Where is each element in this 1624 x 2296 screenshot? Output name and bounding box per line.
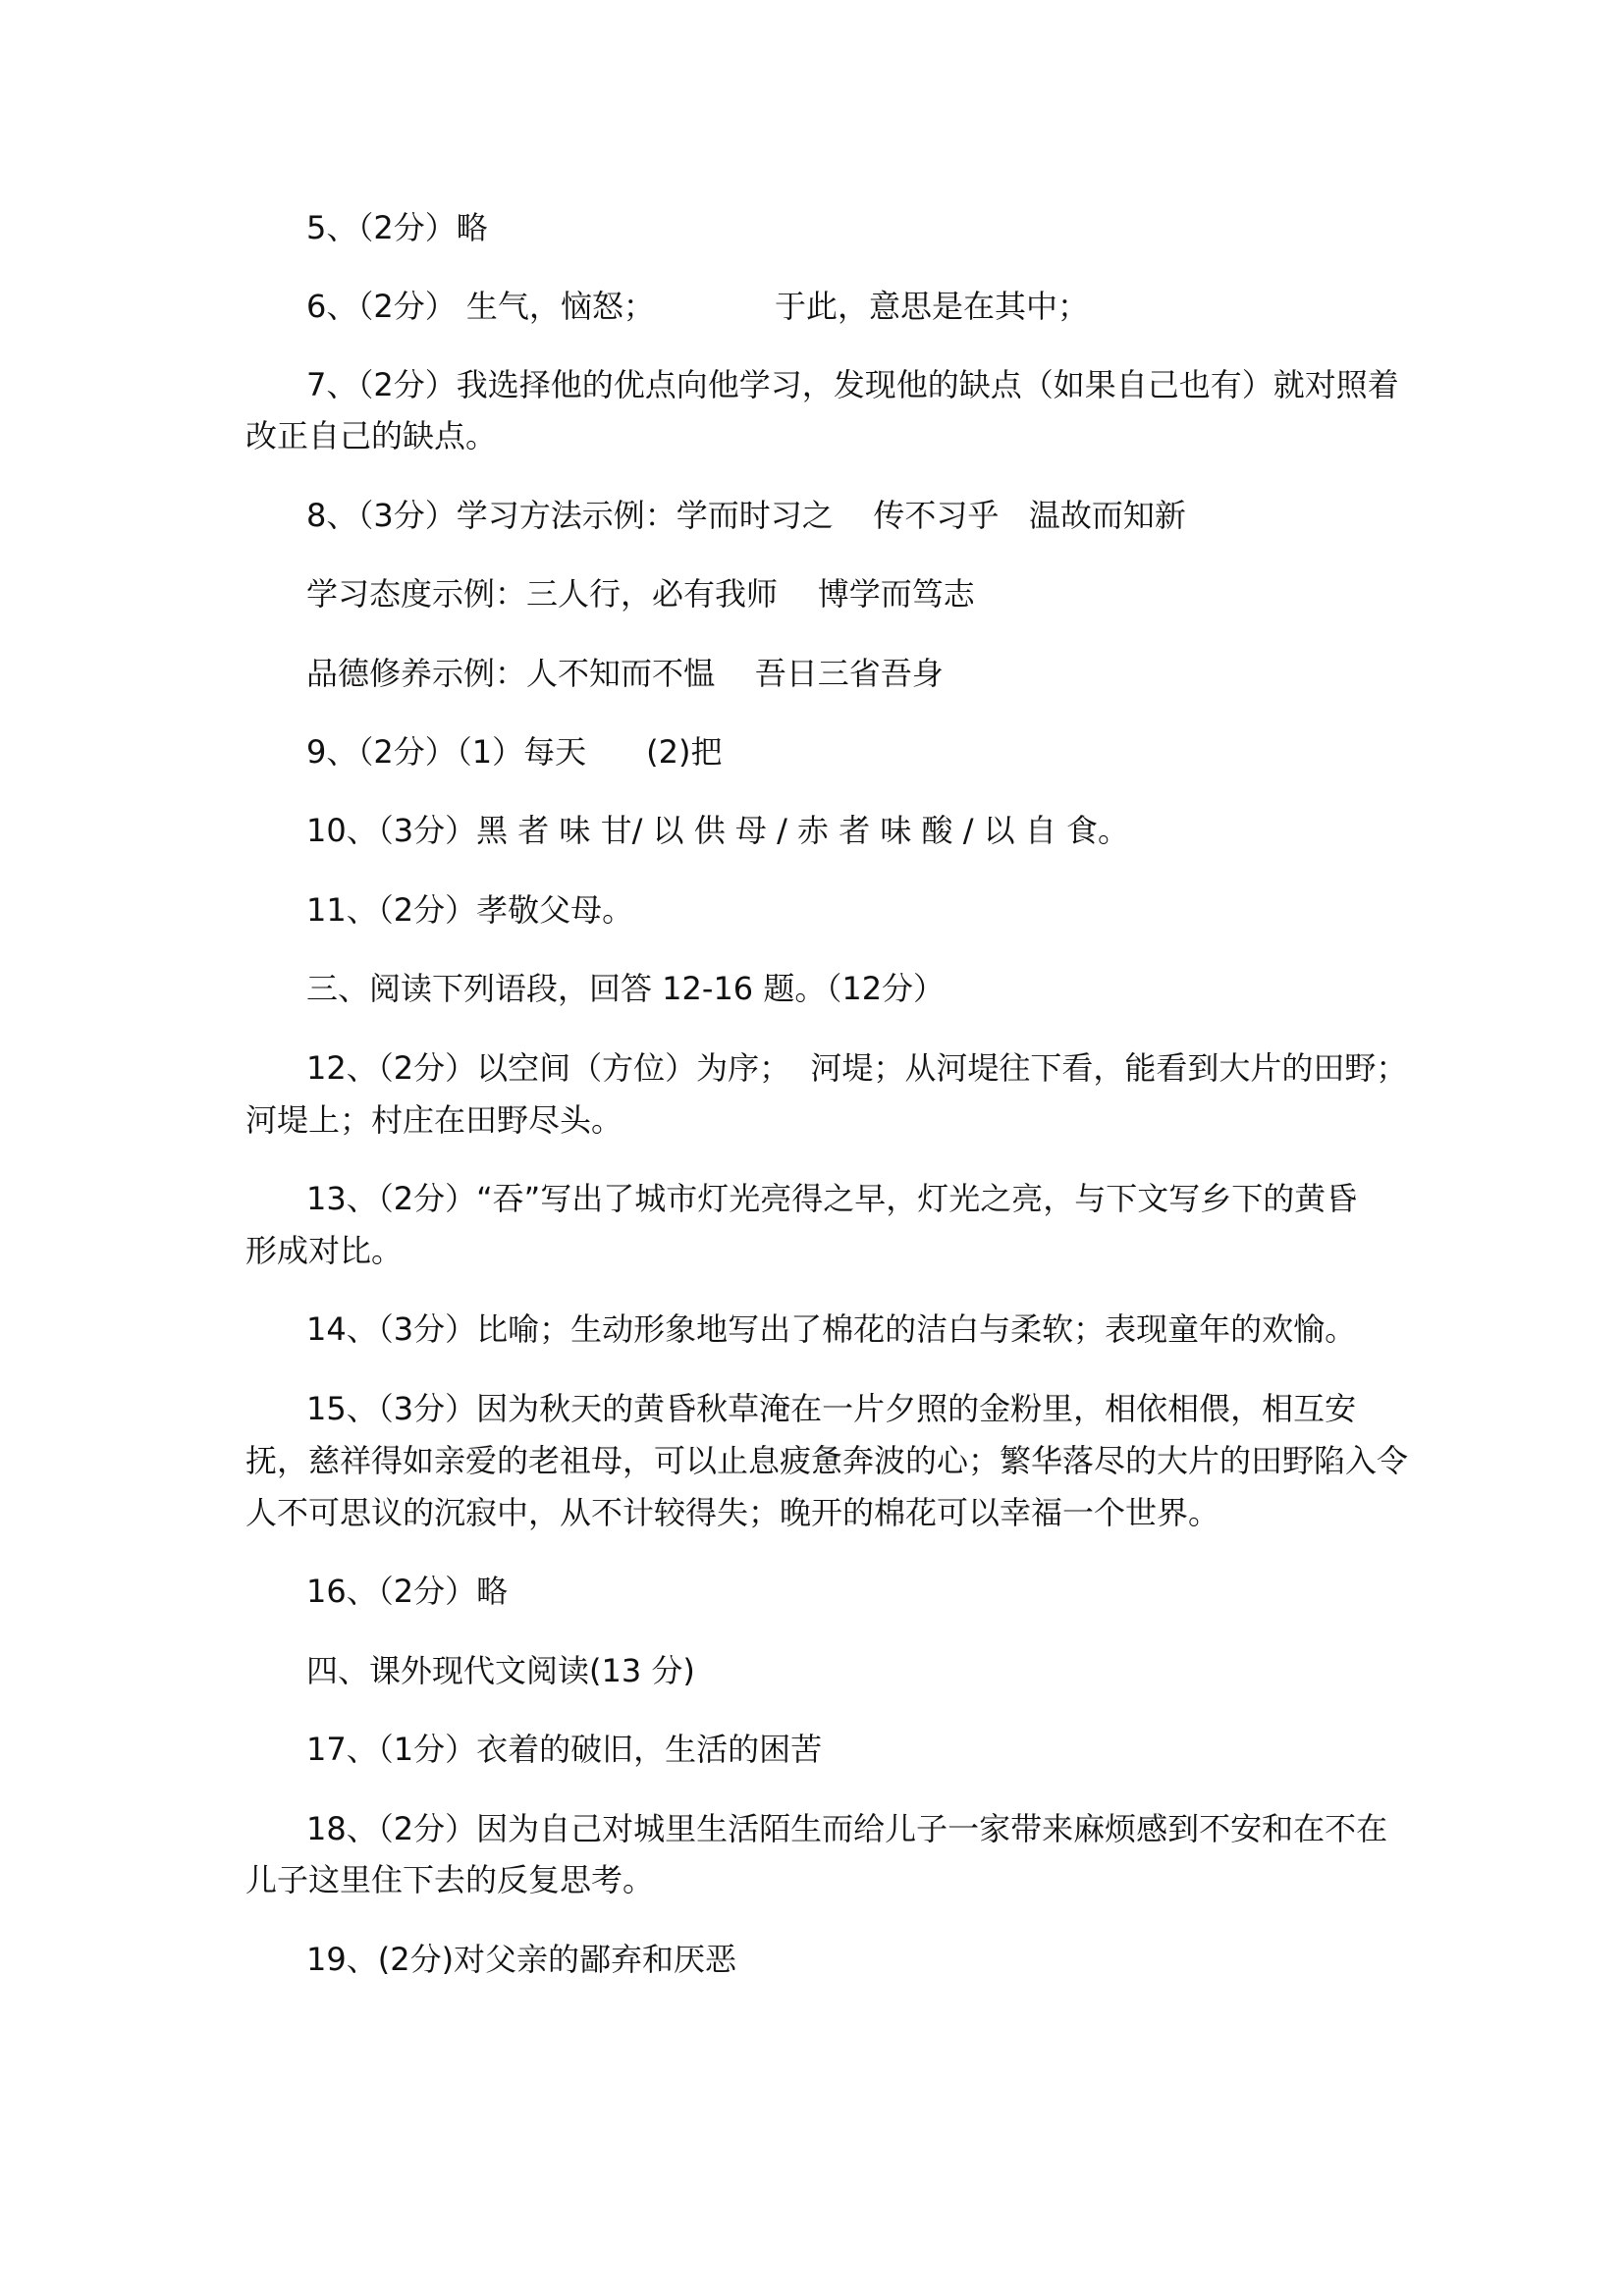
answer-7-line-2: 改正自己的缺点。: [245, 417, 498, 454]
answer-15-line-1: 15、（3分）因为秋天的黄昏秋草淹在一片夕照的金粉里，相依相偎，相互安: [306, 1390, 1357, 1427]
answer-6: 6、（2分） 生气，恼怒； 于此，意思是在其中；: [306, 288, 1089, 325]
section-4-heading: 四、课外现代文阅读(13 分): [306, 1652, 695, 1689]
answer-15-line-3: 人不可思议的沉寂中，从不计较得失；晚开的棉花可以幸福一个世界。: [245, 1494, 1220, 1531]
answer-14: 14、（3分）比喻；生动形象地写出了棉花的洁白与柔软；表现童年的欢愉。: [306, 1310, 1357, 1348]
answer-10: 10、（3分）黑 者 味 甘/ 以 供 母 / 赤 者 味 酸 / 以 自 食。: [306, 812, 1130, 849]
answer-13-line-2: 形成对比。: [245, 1232, 404, 1269]
answer-9: 9、（2分）（1）每天 (2)把: [306, 733, 723, 771]
answer-18-line-1: 18、（2分）因为自己对城里生活陌生而给儿子一家带来麻烦感到不安和在不在: [306, 1810, 1388, 1847]
answer-8-line-3: 品德修养示例：人不知而不愠 吾日三省吾身: [306, 655, 944, 692]
answer-8-line-2: 学习态度示例：三人行，必有我师 博学而笃志: [306, 575, 975, 613]
answer-13-line-1: 13、（2分）“吞”写出了城市灯光亮得之早，灯光之亮，与下文写乡下的黄昏: [306, 1180, 1358, 1217]
answer-17: 17、（1分）衣着的破旧，生活的困苦: [306, 1731, 823, 1768]
answer-15-line-2: 抚，慈祥得如亲爱的老祖母，可以止息疲惫奔波的心；繁华落尽的大片的田野陷入令: [245, 1442, 1409, 1479]
answer-8-line-1: 8、（3分）学习方法示例：学而时习之 传不习乎 温故而知新: [306, 497, 1186, 534]
answer-11: 11、（2分）孝敬父母。: [306, 891, 634, 929]
answer-12-line-2: 河堤上；村庄在田野尽头。: [245, 1101, 623, 1139]
answer-16: 16、（2分）略: [306, 1573, 509, 1610]
answer-7-line-1: 7、（2分）我选择他的优点向他学习，发现他的缺点（如果自己也有）就对照着: [306, 366, 1399, 403]
answer-18-line-2: 儿子这里住下去的反复思考。: [245, 1861, 655, 1898]
answer-5: 5、（2分）略: [306, 209, 488, 246]
answer-19: 19、(2分)对父亲的鄙弃和厌恶: [306, 1941, 737, 1978]
section-3-heading: 三、阅读下列语段，回答 12-16 题。（12分）: [306, 970, 946, 1007]
answer-12-line-1: 12、（2分）以空间（方位）为序； 河堤；从河堤往下看，能看到大片的田野；: [306, 1049, 1408, 1087]
